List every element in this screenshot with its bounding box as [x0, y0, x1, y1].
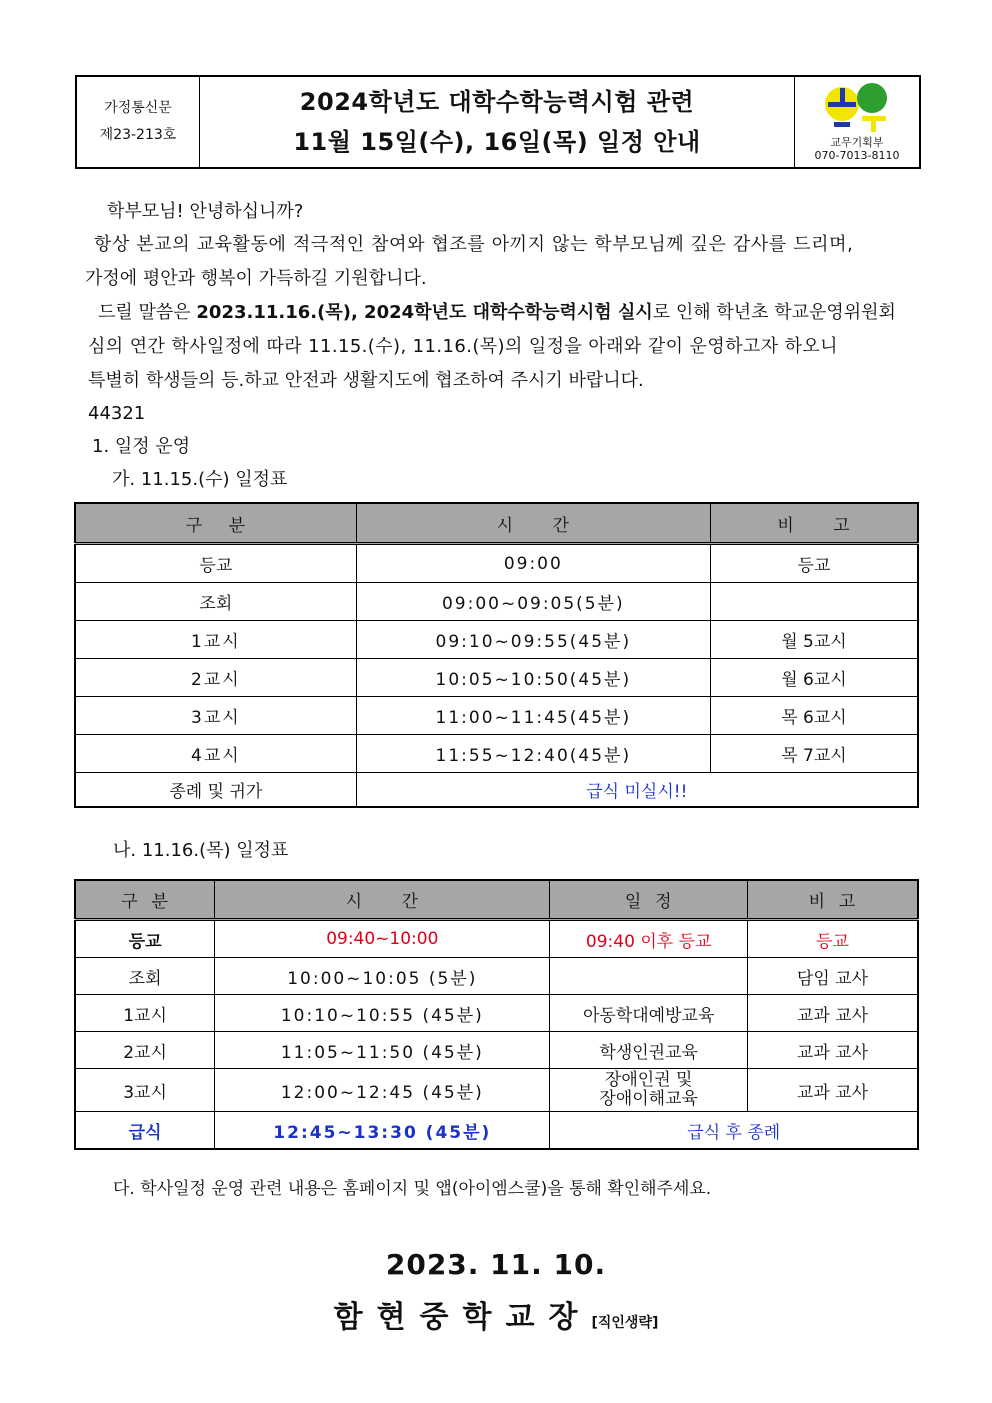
row-label: 3교시: [75, 1069, 215, 1112]
dept-phone: 070-7013-8110: [814, 149, 900, 162]
row-label: 조회: [75, 958, 215, 995]
subheading-b: 나. 11.16.(목) 일정표: [113, 840, 289, 861]
schedule-table-1116: [74, 879, 919, 1150]
row-time: 12:45~13:30 (45분): [215, 1112, 550, 1150]
table-row: [75, 1112, 918, 1150]
table-row: [75, 773, 918, 808]
para2-bold: 2023.11.16.(목), 2024학년도 대학수학능력시험 실시: [196, 302, 653, 323]
row-note: 교과 교사: [747, 1069, 918, 1112]
table-header-row: [75, 503, 918, 544]
row-label: 2교시: [75, 659, 356, 697]
row-time: 11:05~11:50 (45분): [215, 1032, 550, 1069]
para1-line2: 가정에 평안과 행복이 가득하길 기원합니다.: [85, 268, 427, 289]
row-time: 10:00~10:05 (5분): [215, 958, 550, 995]
issue-date: 2023. 11. 10.: [385, 1248, 607, 1281]
row-label: 등교: [75, 544, 356, 583]
table-header-row: [75, 880, 918, 920]
row-time: 09:00: [356, 544, 710, 583]
header-event: 일 정: [550, 880, 747, 920]
event-line1: 장애인권 및: [604, 1070, 693, 1090]
signature-line: [0, 1292, 992, 1336]
row-note: 교과 교사: [747, 995, 918, 1032]
para2-line1: [98, 296, 896, 330]
header-note: 비 고: [747, 880, 918, 920]
row-note: 목 7교시: [710, 735, 918, 773]
row-time: 11:55~12:40(45분): [356, 735, 710, 773]
row-note: 등교: [710, 544, 918, 583]
row-note: 교과 교사: [747, 1032, 918, 1069]
greeting: 학부모님! 안녕하십니까?: [107, 201, 304, 222]
seal-note: [직인생략]: [591, 1315, 659, 1331]
header-category: 구 분: [75, 880, 215, 920]
row-event: [550, 958, 747, 995]
no-lunch-notice: 급식 미실시!!: [356, 773, 918, 808]
table-row: [75, 659, 918, 697]
title-line2: 11월 15일(수), 16일(목) 일정 안내: [293, 128, 701, 156]
table-row: [75, 1069, 918, 1112]
row-label: 종례 및 귀가: [75, 773, 356, 808]
table-row: [75, 544, 918, 583]
row-note: 목 6교시: [710, 697, 918, 735]
header-category: 구 분: [75, 503, 356, 544]
doc-number: 제23-213호: [99, 127, 177, 143]
row-note: 담임 교사: [747, 958, 918, 995]
para2-prefix: 드릴 말씀은: [98, 302, 197, 323]
row-time: 12:00~12:45 (45분): [215, 1069, 550, 1112]
row-label: 등교: [75, 920, 215, 958]
doc-id-cell: [77, 77, 200, 167]
row-event: [550, 1069, 747, 1112]
dept-name: 교무기획부: [830, 136, 884, 149]
row-note: [710, 583, 918, 621]
row-note: 월 5교시: [710, 621, 918, 659]
row-note: 등교: [747, 920, 918, 958]
header-time: 시 간: [356, 503, 710, 544]
schedule-table-1115: [74, 502, 919, 808]
row-label: 조회: [75, 583, 356, 621]
row-note: 월 6교시: [710, 659, 918, 697]
table-row: [75, 697, 918, 735]
header-note: 비 고: [710, 503, 918, 544]
row-label: 1교시: [75, 621, 356, 659]
row-label: 급식: [75, 1112, 215, 1150]
doc-type: 가정통신문: [104, 100, 172, 116]
table-row: [75, 958, 918, 995]
table-row: [75, 735, 918, 773]
row-event: 아동학대예방교육: [550, 995, 747, 1032]
subheading-c: 다. 학사일정 운영 관련 내용은 홈페이지 및 앱(아이엠스쿨)을 통해 확인해주세요.: [113, 1179, 712, 1199]
title-line1: 2024학년도 대학수학능력시험 관련: [299, 88, 695, 116]
para2-suffix: 로 인해 학년초 학교운영위원회: [652, 302, 896, 323]
row-event: 09:40 이후 등교: [550, 920, 747, 958]
para2-line3: 특별히 학생들의 등.하교 안전과 생활지도에 협조하여 주시기 바랍니다.: [88, 370, 644, 391]
para2-line2: 심의 연간 학사일정에 따라 11.15.(수), 11.16.(목)의 일정을 아래와 같이 운영하고자 하오니: [88, 336, 838, 357]
row-event: 학생인권교육: [550, 1032, 747, 1069]
row-time: 09:10~09:55(45분): [356, 621, 710, 659]
table-row: [75, 583, 918, 621]
event-line2: 장애이해교육: [599, 1089, 698, 1109]
row-time: 11:00~11:45(45분): [356, 697, 710, 735]
row-label: 1교시: [75, 995, 215, 1032]
header-time: 시 간: [215, 880, 550, 920]
table-row: [75, 995, 918, 1032]
row-time: 09:00~09:05(5분): [356, 583, 710, 621]
dept-cell: [794, 77, 919, 167]
subheading-a: 가. 11.15.(수) 일정표: [112, 469, 288, 490]
signer-name: 함현중학교장: [333, 1300, 592, 1335]
table-row: [75, 621, 918, 659]
row-label: 3교시: [75, 697, 356, 735]
row-time: 10:10~10:55 (45분): [215, 995, 550, 1032]
row-time: 10:05~10:50(45분): [356, 659, 710, 697]
table-row: [75, 1032, 918, 1069]
para1-line1: 항상 본교의 교육활동에 적극적인 참여와 협조를 아끼지 않는 학부모님께 깊은 감사를 드리며,: [94, 234, 854, 255]
doc-title: [200, 77, 794, 167]
row-event: 급식 후 종례: [550, 1112, 918, 1150]
row-time: 09:40~10:00: [215, 920, 550, 958]
row-label: 2교시: [75, 1032, 215, 1069]
section-heading: 1. 일정 운영: [92, 436, 191, 457]
school-logo-icon: [820, 82, 894, 134]
code-number: 44321: [88, 403, 146, 424]
letter-header: [75, 75, 921, 169]
row-label: 4교시: [75, 735, 356, 773]
table-row: [75, 920, 918, 958]
